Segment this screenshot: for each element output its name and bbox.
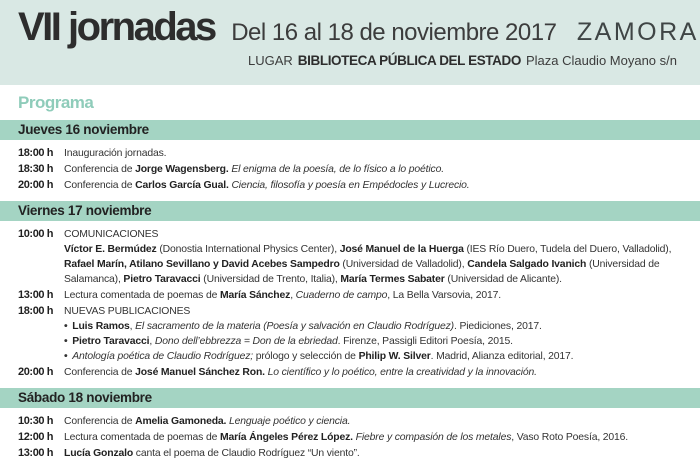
event-description: [64, 178, 690, 193]
event-row: [18, 414, 690, 429]
description-line: [64, 349, 690, 364]
text-segment: Pietro Taravacci: [72, 336, 150, 347]
bullet-icon: •: [64, 351, 68, 362]
event-time: 10:30 h: [18, 415, 54, 427]
event-time: 18:00 h: [18, 305, 54, 317]
event-dates: Del 16 al 18 de noviembre 2017: [231, 19, 557, 46]
event-row: [18, 178, 690, 193]
text-segment: Candela Salgado Ivanich: [467, 259, 587, 270]
venue-label: LUGAR: [248, 53, 293, 68]
bullet-icon: •: [64, 321, 68, 332]
text-segment: Pietro Taravacci: [123, 274, 201, 285]
description-line: [64, 446, 690, 461]
text-segment: Lectura comentada de poemas de: [64, 432, 220, 443]
event-list: [0, 140, 700, 201]
text-segment: Lenguaje poético y ciencia.: [229, 416, 351, 427]
text-segment: Conferencia de: [64, 180, 136, 191]
description-line: [64, 304, 690, 319]
description-line: [64, 288, 690, 303]
event-time: 10:00 h: [18, 228, 54, 240]
text-segment: Ciencia, filosofía y poesía en Empédocles y Lucrecio.: [231, 180, 470, 191]
event-description: [64, 446, 690, 461]
text-segment: NUEVAS PUBLICACIONES: [64, 306, 191, 317]
text-segment: José Manuel Sánchez Ron.: [135, 367, 265, 378]
event-time: 18:00 h: [18, 147, 54, 159]
description-line: [64, 162, 690, 177]
text-segment: El sacramento de la materia (Poesía y salvación en Claudio Rodríguez): [135, 321, 454, 332]
text-segment: Dono dell’ebbrezza = Don de la ebriedad: [154, 336, 338, 347]
event-row: [18, 430, 690, 445]
day-header: Jueves 16 noviembre: [0, 120, 700, 140]
text-segment: prólogo y selección de: [252, 351, 359, 362]
event-time: 12:00 h: [18, 431, 54, 443]
venue-name: BIBLIOTECA PÚBLICA DEL ESTADO: [297, 53, 521, 68]
day-section: [0, 120, 700, 201]
bullet-icon: •: [64, 336, 68, 347]
event-time: 20:00 h: [18, 179, 54, 191]
text-segment: José Manuel de la Huerga: [339, 244, 464, 255]
event-description: [64, 365, 690, 380]
text-segment: ,: [149, 336, 155, 347]
event-time: 18:30 h: [18, 163, 54, 175]
text-segment: . Madrid, Alianza editorial, 2017.: [430, 351, 574, 362]
header-band: [0, 0, 700, 85]
day-header: Sábado 18 noviembre: [0, 388, 700, 408]
description-line: [64, 430, 690, 445]
text-segment: Antología poética de Claudio Rodríguez;: [72, 351, 253, 362]
event-row: [18, 446, 690, 461]
text-segment: Amelia Gamoneda.: [135, 416, 227, 427]
text-segment: ,: [129, 321, 136, 332]
day-section: [0, 201, 700, 388]
text-segment: , Vaso Roto Poesía, 2016.: [511, 432, 629, 443]
text-segment: Jorge Wagensberg.: [135, 164, 229, 175]
text-segment: Carlos García Gual.: [135, 180, 229, 191]
text-segment: . Firenze, Passigli Editori Poesía, 2015.: [337, 336, 513, 347]
venue-address: Plaza Claudio Moyano s/n: [525, 53, 677, 68]
text-segment: Lucía Gonzalo: [64, 448, 134, 459]
event-time: 20:00 h: [18, 366, 54, 378]
venue-line: [248, 53, 690, 68]
description-line: [64, 365, 690, 380]
event-row: [18, 288, 690, 303]
day-header: Viernes 17 noviembre: [0, 201, 700, 221]
text-segment: COMUNICACIONES: [64, 229, 159, 240]
text-segment: (IES Río Duero, Tudela del Duero, Valladolid),: [463, 244, 672, 255]
description-line: [64, 334, 690, 349]
text-segment: María Sánchez: [219, 290, 291, 301]
event-time: 13:00 h: [18, 447, 54, 459]
event-description: [64, 304, 690, 364]
text-segment: canta el poema de Claudio Rodríguez “Un viento”.: [133, 448, 360, 459]
event-description: [64, 430, 690, 445]
text-segment: (Universidad de Alicante).: [444, 274, 562, 285]
event-description: [64, 227, 690, 287]
text-segment: Rafael Marín, Atilano Sevillano y David Acebes Sampedro: [64, 259, 340, 270]
text-segment: Philip W. Silver: [358, 351, 431, 362]
text-segment: Conferencia de: [64, 367, 136, 378]
event-list: [0, 221, 700, 388]
event-description: [64, 288, 690, 303]
event-row: [18, 227, 690, 287]
description-line: [64, 242, 690, 287]
text-segment: , La Bella Varsovia, 2017.: [387, 290, 502, 301]
description-line: [64, 146, 690, 161]
event-description: [64, 146, 690, 161]
text-segment: Luis Ramos: [72, 321, 130, 332]
text-segment: Conferencia de: [64, 164, 136, 175]
text-segment: Inauguración jornadas.: [64, 148, 167, 159]
day-section: [0, 388, 700, 469]
text-segment: María Ángeles Pérez López.: [219, 432, 353, 443]
text-segment: Lectura comentada de poemas de: [64, 290, 220, 301]
description-line: [64, 319, 690, 334]
event-list: [0, 408, 700, 469]
event-row: [18, 365, 690, 380]
event-time: 13:00 h: [18, 289, 54, 301]
event-description: [64, 414, 690, 429]
event-row: [18, 162, 690, 177]
text-segment: Conferencia de: [64, 416, 136, 427]
description-line: [64, 414, 690, 429]
text-segment: (Universidad de Valladolid),: [339, 259, 468, 270]
header-title-row: [18, 5, 699, 50]
event-description: [64, 162, 690, 177]
description-line: [64, 227, 690, 242]
description-line: [64, 178, 690, 193]
program-heading: Programa: [18, 93, 94, 112]
text-segment: (Universidad de Trento, Italia),: [200, 274, 341, 285]
program-days: [0, 120, 700, 469]
text-segment: . Piediciones, 2017.: [454, 321, 542, 332]
event-row: [18, 146, 690, 161]
text-segment: Cuaderno de campo: [295, 290, 388, 301]
event-row: [18, 304, 690, 364]
event-title: VII jornadas: [18, 5, 215, 49]
text-segment: (Donostia International Physics Center),: [156, 244, 340, 255]
text-segment: (Universidad de Salamanca),: [64, 259, 660, 285]
text-segment: El enigma de la poesía, de lo físico a lo poético.: [231, 164, 444, 175]
text-segment: ,: [290, 290, 296, 301]
text-segment: Víctor E. Bermúdez: [64, 244, 157, 255]
text-segment: Lo científico y lo poético, entre la creatividad y la innovación.: [267, 367, 537, 378]
event-city: ZAMORA: [576, 18, 699, 46]
text-segment: Fiebre y compasión de los metales: [355, 432, 512, 443]
text-segment: María Termes Sabater: [340, 274, 445, 285]
